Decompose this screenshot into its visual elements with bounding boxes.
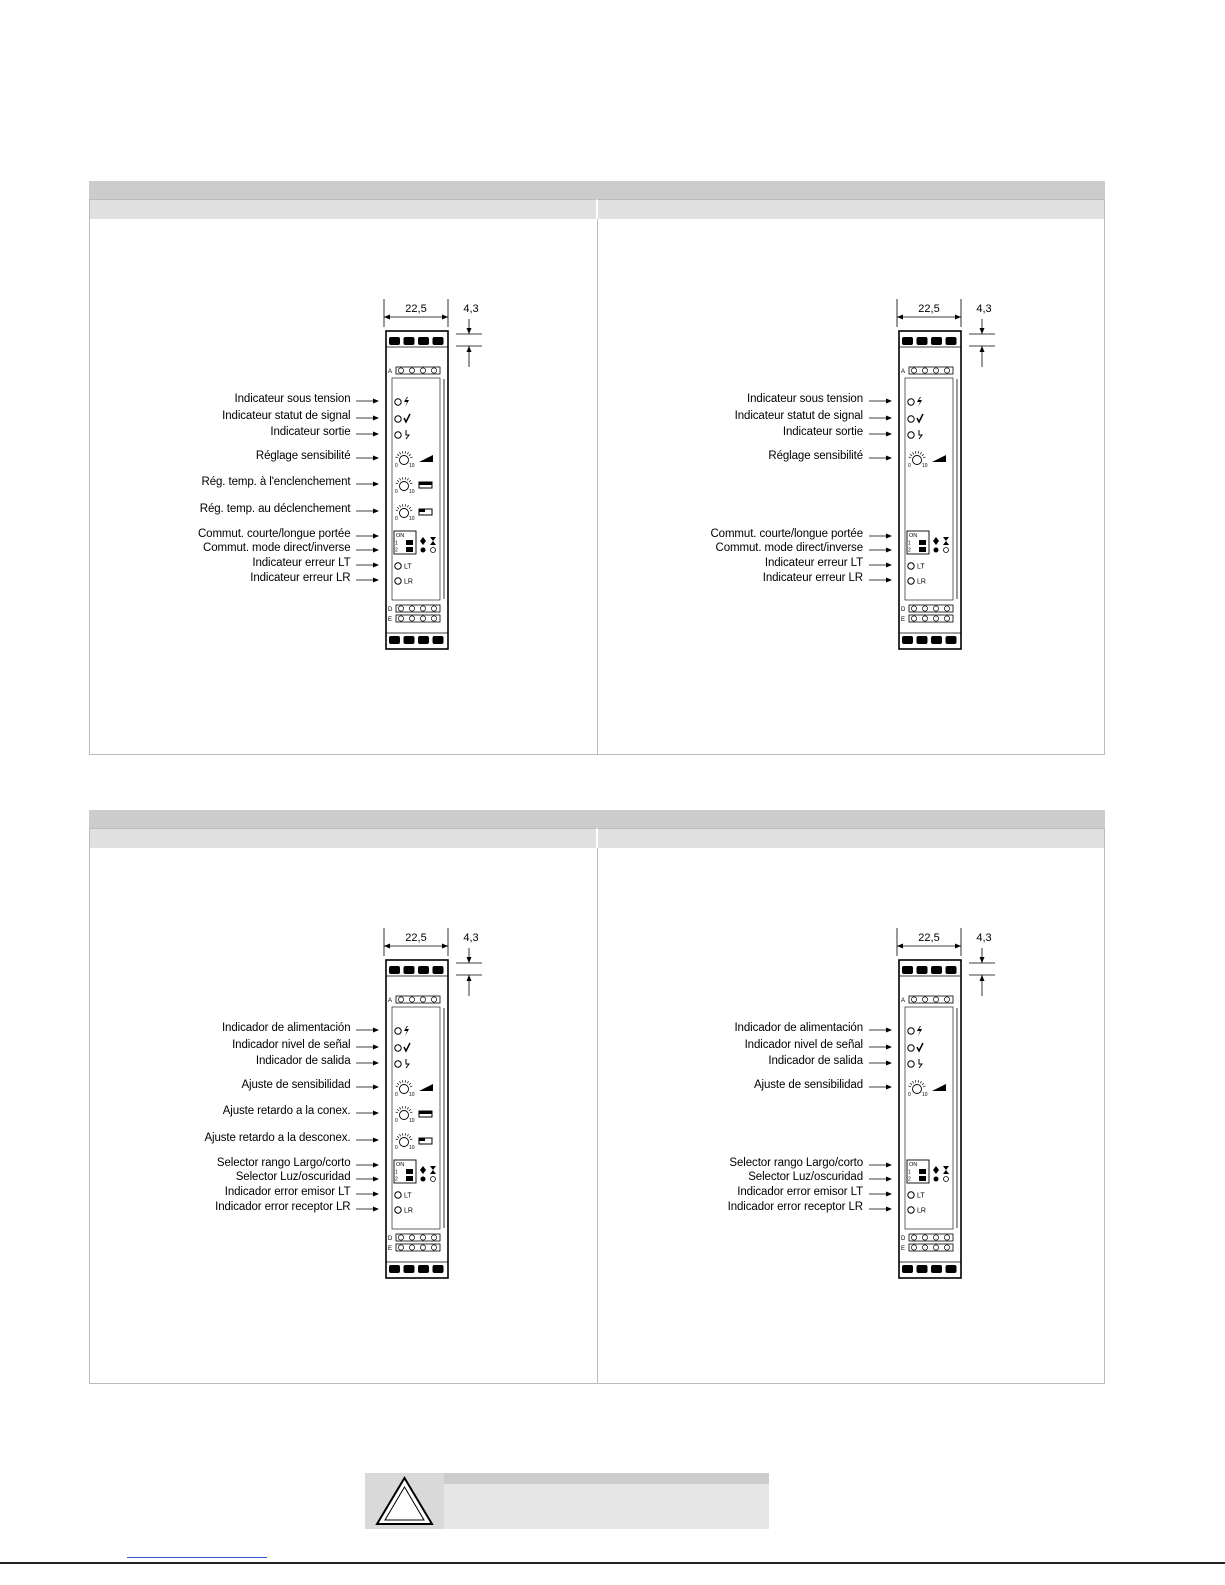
subheader-cell-left xyxy=(90,199,596,219)
terminal-screw xyxy=(433,1265,444,1273)
terminal-screw xyxy=(916,966,927,974)
dial-scale-min: 0 xyxy=(907,463,911,469)
panel-fr-full xyxy=(90,219,597,754)
callout-label: Selector Luz/oscuridad xyxy=(235,1171,351,1183)
callout-label: Réglage sensibilité xyxy=(255,450,351,462)
dip-switch-number: 2 xyxy=(395,547,398,554)
callout-label: Selector rango Largo/corto xyxy=(216,1157,351,1169)
dial-scale-max: 10 xyxy=(409,463,415,469)
dial-scale-min: 0 xyxy=(395,1118,398,1124)
callout-label: Indicateur statut de signal xyxy=(222,410,351,422)
led-tag-lt: LT xyxy=(916,1192,925,1200)
dip-switch-number: 2 xyxy=(907,547,911,554)
terminal-screw xyxy=(404,966,415,974)
callout-label: Indicador de alimentación xyxy=(734,1022,863,1034)
indicator-led xyxy=(395,1207,401,1213)
callout-label: Indicateur sortie xyxy=(782,426,863,438)
indicator-led xyxy=(395,1192,401,1198)
terminal-row-label: D xyxy=(388,607,393,613)
dimension-offset-label: 4,3 xyxy=(975,932,992,944)
led-tag-lt: LT xyxy=(404,1192,412,1200)
terminal-screw xyxy=(433,337,444,345)
indicator-led xyxy=(395,1061,401,1067)
dip-on-label: ON xyxy=(396,533,405,539)
indicator-led xyxy=(395,416,401,422)
panel-row xyxy=(89,219,1105,755)
callout-label: Indicador de alimentación xyxy=(221,1022,351,1034)
terminal-row-label: E xyxy=(388,1246,393,1252)
indicator-led xyxy=(907,1045,913,1051)
dial-scale-max: 10 xyxy=(921,463,928,469)
device-housing xyxy=(899,960,961,1278)
dial-scale-min: 0 xyxy=(395,1145,398,1151)
dial-scale-min: 0 xyxy=(395,1092,398,1098)
terminal-screw xyxy=(902,636,913,644)
dip-switch-number: 2 xyxy=(907,1176,911,1183)
callout-label: Indicador error receptor LR xyxy=(215,1201,351,1213)
on-delay-icon xyxy=(419,482,432,485)
callout-label: Commut. courte/longue portée xyxy=(710,528,863,540)
terminal-screw xyxy=(945,337,956,345)
terminal-row-label: D xyxy=(900,607,905,613)
subheader-cell-left xyxy=(90,828,596,848)
terminal-row-label: A xyxy=(900,998,905,1004)
callout-label: Indicateur sous tension xyxy=(747,393,863,405)
led-tag-lr: LR xyxy=(404,578,413,586)
indicator-led xyxy=(395,1045,401,1051)
terminal-screw xyxy=(433,966,444,974)
dip-on-label: ON xyxy=(908,533,917,539)
warning-triangle-icon xyxy=(365,1473,444,1529)
warning-body xyxy=(444,1484,769,1529)
dip-switch-number: 1 xyxy=(395,1169,398,1176)
callout-label: Indicador nivel de señal xyxy=(232,1039,351,1051)
dip-on-label: ON xyxy=(908,1162,917,1168)
section-subheader-row xyxy=(89,199,1105,219)
terminal-screw xyxy=(389,337,400,345)
callout-label: Ajuste retardo a la conex. xyxy=(222,1105,351,1117)
panel-row xyxy=(89,848,1105,1384)
callout-label: Commut. courte/longue portée xyxy=(197,528,351,540)
subheader-cell-right xyxy=(596,828,1104,848)
dimension-width-label: 22,5 xyxy=(917,303,940,315)
callout-label: Indicateur erreur LT xyxy=(764,557,863,569)
terminal-row-label: E xyxy=(388,617,393,623)
terminal-screw xyxy=(931,1265,942,1273)
dip-on-label: ON xyxy=(396,1162,405,1168)
indicator-led xyxy=(907,1061,913,1067)
indicator-led xyxy=(907,1192,913,1198)
section-french xyxy=(89,181,1105,755)
terminal-screw xyxy=(945,1265,956,1273)
led-tag-lr: LR xyxy=(404,1207,413,1215)
dial-scale-max: 10 xyxy=(921,1092,928,1098)
indicator-led xyxy=(395,432,401,438)
led-tag-lt: LT xyxy=(916,563,925,571)
callout-label: Rég. temp. au déclenchement xyxy=(199,503,351,515)
dial-scale-max: 10 xyxy=(409,1145,415,1151)
callout-label: Selector Luz/oscuridad xyxy=(748,1171,863,1183)
warning-box xyxy=(365,1473,769,1529)
terminal-row-label: D xyxy=(388,1236,393,1242)
dimension-offset-label: 4,3 xyxy=(463,932,479,944)
indicator-led xyxy=(907,1028,913,1034)
off-delay-icon xyxy=(419,509,425,512)
callout-label: Indicador error emisor LT xyxy=(737,1186,863,1198)
device-drawing xyxy=(598,848,1106,1383)
callout-label: Ajuste de sensibilidad xyxy=(753,1079,863,1091)
terminal-row-label: E xyxy=(900,617,905,623)
device-drawing xyxy=(598,219,1106,754)
terminal-screw xyxy=(389,966,400,974)
callout-label: Ajuste de sensibilidad xyxy=(241,1079,351,1091)
callout-label: Rég. temp. à l'enclenchement xyxy=(201,476,351,488)
led-tag-lr: LR xyxy=(916,578,926,586)
callout-label: Indicateur statut de signal xyxy=(734,410,863,422)
indicator-led xyxy=(907,432,913,438)
dial-scale-max: 10 xyxy=(409,516,415,522)
terminal-screw xyxy=(916,337,927,345)
dial-scale-min: 0 xyxy=(395,489,398,495)
terminal-screw xyxy=(945,636,956,644)
indicator-led xyxy=(395,563,401,569)
warning-header-bar xyxy=(444,1473,769,1484)
dimension-width-label: 22,5 xyxy=(405,932,427,944)
dial-scale-max: 10 xyxy=(409,1118,415,1124)
footer-link-underline[interactable] xyxy=(127,1557,267,1558)
device-housing xyxy=(899,331,961,649)
terminal-screw xyxy=(945,966,956,974)
terminal-screw xyxy=(404,337,415,345)
subheader-cell-right xyxy=(596,199,1104,219)
dimension-offset-label: 4,3 xyxy=(975,303,992,315)
terminal-screw xyxy=(389,1265,400,1273)
indicator-led xyxy=(907,563,913,569)
terminal-screw xyxy=(931,636,942,644)
dimension-width-label: 22,5 xyxy=(917,932,940,944)
callout-label: Indicateur erreur LT xyxy=(252,557,351,569)
indicator-led xyxy=(907,578,913,584)
terminal-screw xyxy=(433,636,444,644)
terminal-row-label: A xyxy=(388,998,393,1004)
terminal-row-label: A xyxy=(900,369,905,375)
callout-label: Réglage sensibilité xyxy=(768,450,863,462)
terminal-screw xyxy=(931,966,942,974)
callout-label: Indicador error receptor LR xyxy=(727,1201,863,1213)
panel-es-compact xyxy=(597,848,1105,1383)
dial-scale-min: 0 xyxy=(395,516,398,522)
callout-label: Indicateur sortie xyxy=(270,426,351,438)
dial-scale-min: 0 xyxy=(395,463,398,469)
terminal-screw xyxy=(404,636,415,644)
dip-switch-number: 1 xyxy=(907,540,911,547)
indicator-led xyxy=(395,1028,401,1034)
dip-switch-number: 1 xyxy=(907,1169,911,1176)
terminal-screw xyxy=(418,337,429,345)
callout-label: Indicateur sous tension xyxy=(234,393,351,405)
section-header-bar xyxy=(89,810,1105,828)
terminal-screw xyxy=(916,1265,927,1273)
terminal-row-label: D xyxy=(900,1236,905,1242)
callout-label: Indicateur erreur LR xyxy=(762,572,863,584)
terminal-screw xyxy=(902,966,913,974)
section-spanish xyxy=(89,810,1105,1384)
on-delay-icon xyxy=(419,1111,432,1114)
callout-label: Commut. mode direct/inverse xyxy=(203,542,351,554)
terminal-screw xyxy=(389,636,400,644)
led-tag-lr: LR xyxy=(916,1207,926,1215)
terminal-screw xyxy=(418,636,429,644)
terminal-screw xyxy=(418,1265,429,1273)
panel-fr-compact xyxy=(597,219,1105,754)
warning-icon-cell xyxy=(365,1473,444,1529)
callout-label: Indicador nivel de señal xyxy=(744,1039,863,1051)
dial-scale-max: 10 xyxy=(409,1092,415,1098)
terminal-screw xyxy=(931,337,942,345)
dial-scale-min: 0 xyxy=(907,1092,911,1098)
callout-label: Selector rango Largo/corto xyxy=(729,1157,863,1169)
dial-scale-max: 10 xyxy=(409,489,415,495)
terminal-screw xyxy=(902,337,913,345)
indicator-led xyxy=(395,399,401,405)
callout-label: Indicateur erreur LR xyxy=(250,572,351,584)
indicator-led xyxy=(395,578,401,584)
terminal-row-label: E xyxy=(900,1246,905,1252)
dimension-width-label: 22,5 xyxy=(405,303,427,315)
off-delay-icon xyxy=(419,1138,425,1141)
footer-rule xyxy=(0,1562,1225,1564)
panel-es-full xyxy=(90,848,597,1383)
terminal-screw xyxy=(404,1265,415,1273)
dip-switch-number: 1 xyxy=(395,540,398,547)
callout-label: Ajuste retardo a la desconex. xyxy=(204,1132,351,1144)
terminal-row-label: A xyxy=(388,369,393,375)
callout-label: Indicador de salida xyxy=(255,1055,351,1067)
callout-label: Indicador de salida xyxy=(768,1055,863,1067)
dimension-offset-label: 4,3 xyxy=(463,303,479,315)
dip-switch-number: 2 xyxy=(395,1176,398,1183)
indicator-led xyxy=(907,399,913,405)
section-subheader-row xyxy=(89,828,1105,848)
section-header-bar xyxy=(89,181,1105,199)
indicator-led xyxy=(907,1207,913,1213)
indicator-led xyxy=(907,416,913,422)
terminal-screw xyxy=(902,1265,913,1273)
callout-label: Commut. mode direct/inverse xyxy=(715,542,863,554)
terminal-screw xyxy=(418,966,429,974)
led-tag-lt: LT xyxy=(404,563,412,571)
terminal-screw xyxy=(916,636,927,644)
callout-label: Indicador error emisor LT xyxy=(224,1186,351,1198)
